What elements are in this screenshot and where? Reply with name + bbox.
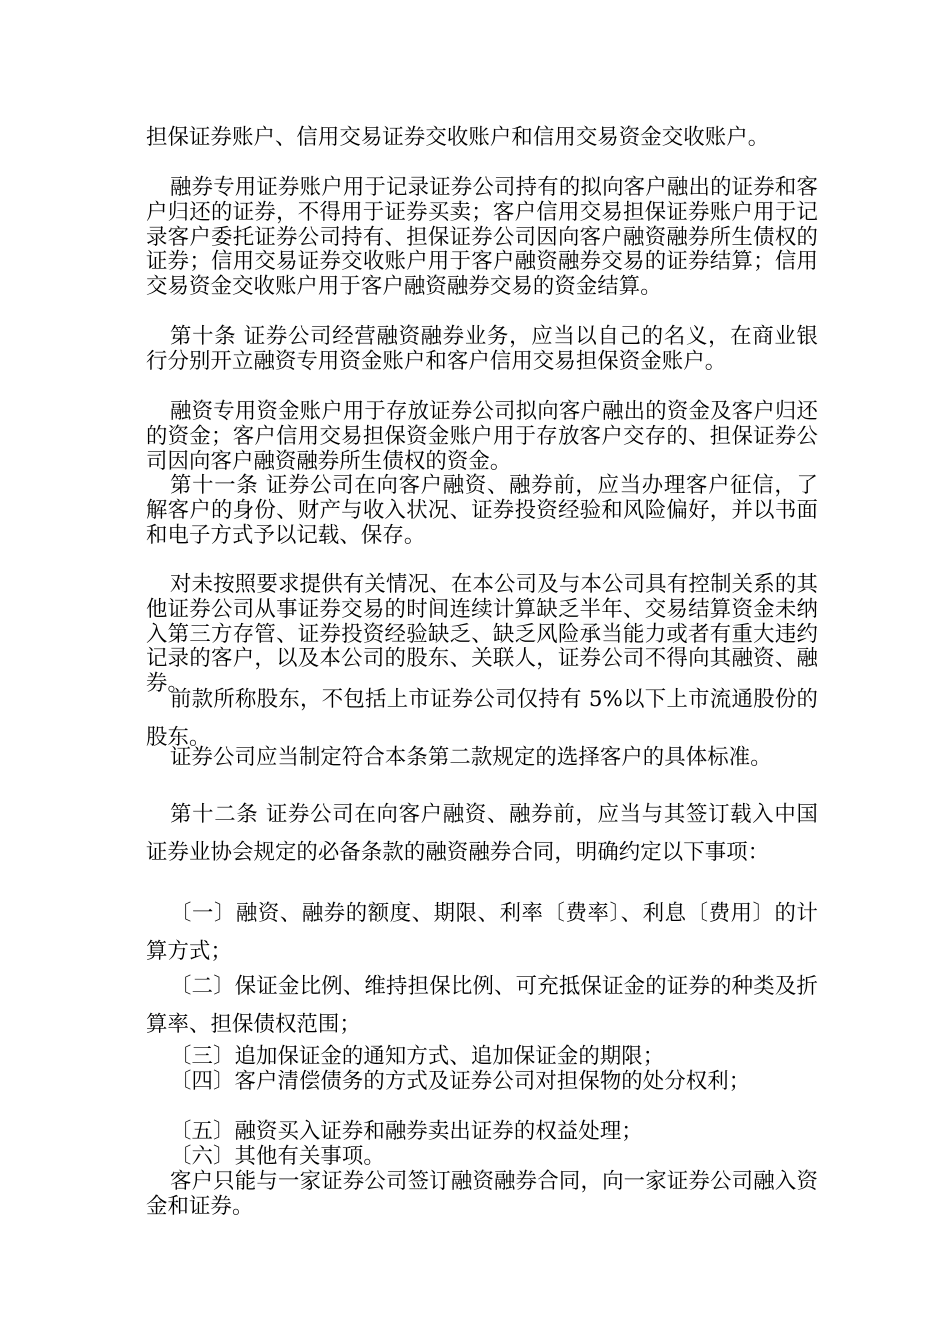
list-item-2: 〔二〕保证金比例、维持担保比例、可充抵保证金的证券的种类及折算率、担保债权范围； <box>146 974 818 1037</box>
paragraph-article-12: 第十二条 证券公司在向客户融资、融券前，应当与其签订载入中国证券业协会规定的必备条款的融资融券合同，明确约定以下事项： <box>146 802 818 865</box>
list-item-1: 〔一〕融资、融券的额度、期限、利率〔费率〕、利息〔费用〕的计算方式； <box>146 901 818 964</box>
list-item-5: 〔五〕融资买入证券和融券卖出证券的权益处理； <box>170 1119 643 1144</box>
paragraph-shareholder-definition: 前款所称股东，不包括上市证券公司仅持有 5%以下上市流通股份的股东。 <box>146 687 818 750</box>
paragraph-restricted-clients: 对未按照要求提供有关情况、在本公司及与本公司具有控制关系的其他证券公司从事证券交易的时间连续计算缺乏半年、交易结算资金未纳入第三方存管、证券投资经验缺乏、缺乏风险承当能力或者有重大违约记录的客户，以及本公司的股东、关联人，证券公司不得向其融资、融券。 <box>146 572 818 697</box>
list-item-3: 〔三〕追加保证金的通知方式、追加保证金的期限； <box>170 1044 665 1069</box>
paragraph-client-standards: 证券公司应当制定符合本条第二款规定的选择客户的具体标准。 <box>170 745 772 770</box>
paragraph-single-broker: 客户只能与一家证券公司签订融资融券合同，向一家证券公司融入资金和证券。 <box>146 1169 818 1219</box>
list-item-6: 〔六〕其他有关事项。 <box>170 1144 385 1169</box>
paragraph-article-11: 第十一条 证券公司在向客户融资、融券前，应当办理客户征信，了解客户的身份、财产与收入状况、证券投资经验和风险偏好，并以书面和电子方式予以记载、保存。 <box>146 473 818 548</box>
paragraph-fund-account-usage: 融资专用资金账户用于存放证券公司拟向客户融出的资金及客户归还的资金；客户信用交易担保资金账户用于存放客户交存的、担保证券公司因向客户融资融券所生债权的资金。 <box>146 399 818 474</box>
paragraph-article-10: 第十条 证券公司经营融资融券业务，应当以自己的名义，在商业银行分别开立融资专用资金账户和客户信用交易担保资金账户。 <box>146 324 818 374</box>
list-item-4: 〔四〕客户清偿债务的方式及证券公司对担保物的处分权利； <box>170 1069 751 1094</box>
paragraph-account-usage: 融券专用证券账户用于记录证券公司持有的拟向客户融出的证券和客户归还的证券，不得用于证券买卖；客户信用交易担保证券账户用于记录客户委托证券公司持有、担保证券公司因向客户融资融券所生债权的证券；信用交易证券交收账户用于客户融资融券交易的证券结算；信用交易资金交收账户用于客户融资融券交易的资金结算。 <box>146 175 818 300</box>
paragraph-account-continuation: 担保证券账户、信用交易证券交收账户和信用交易资金交收账户。 <box>146 125 770 150</box>
